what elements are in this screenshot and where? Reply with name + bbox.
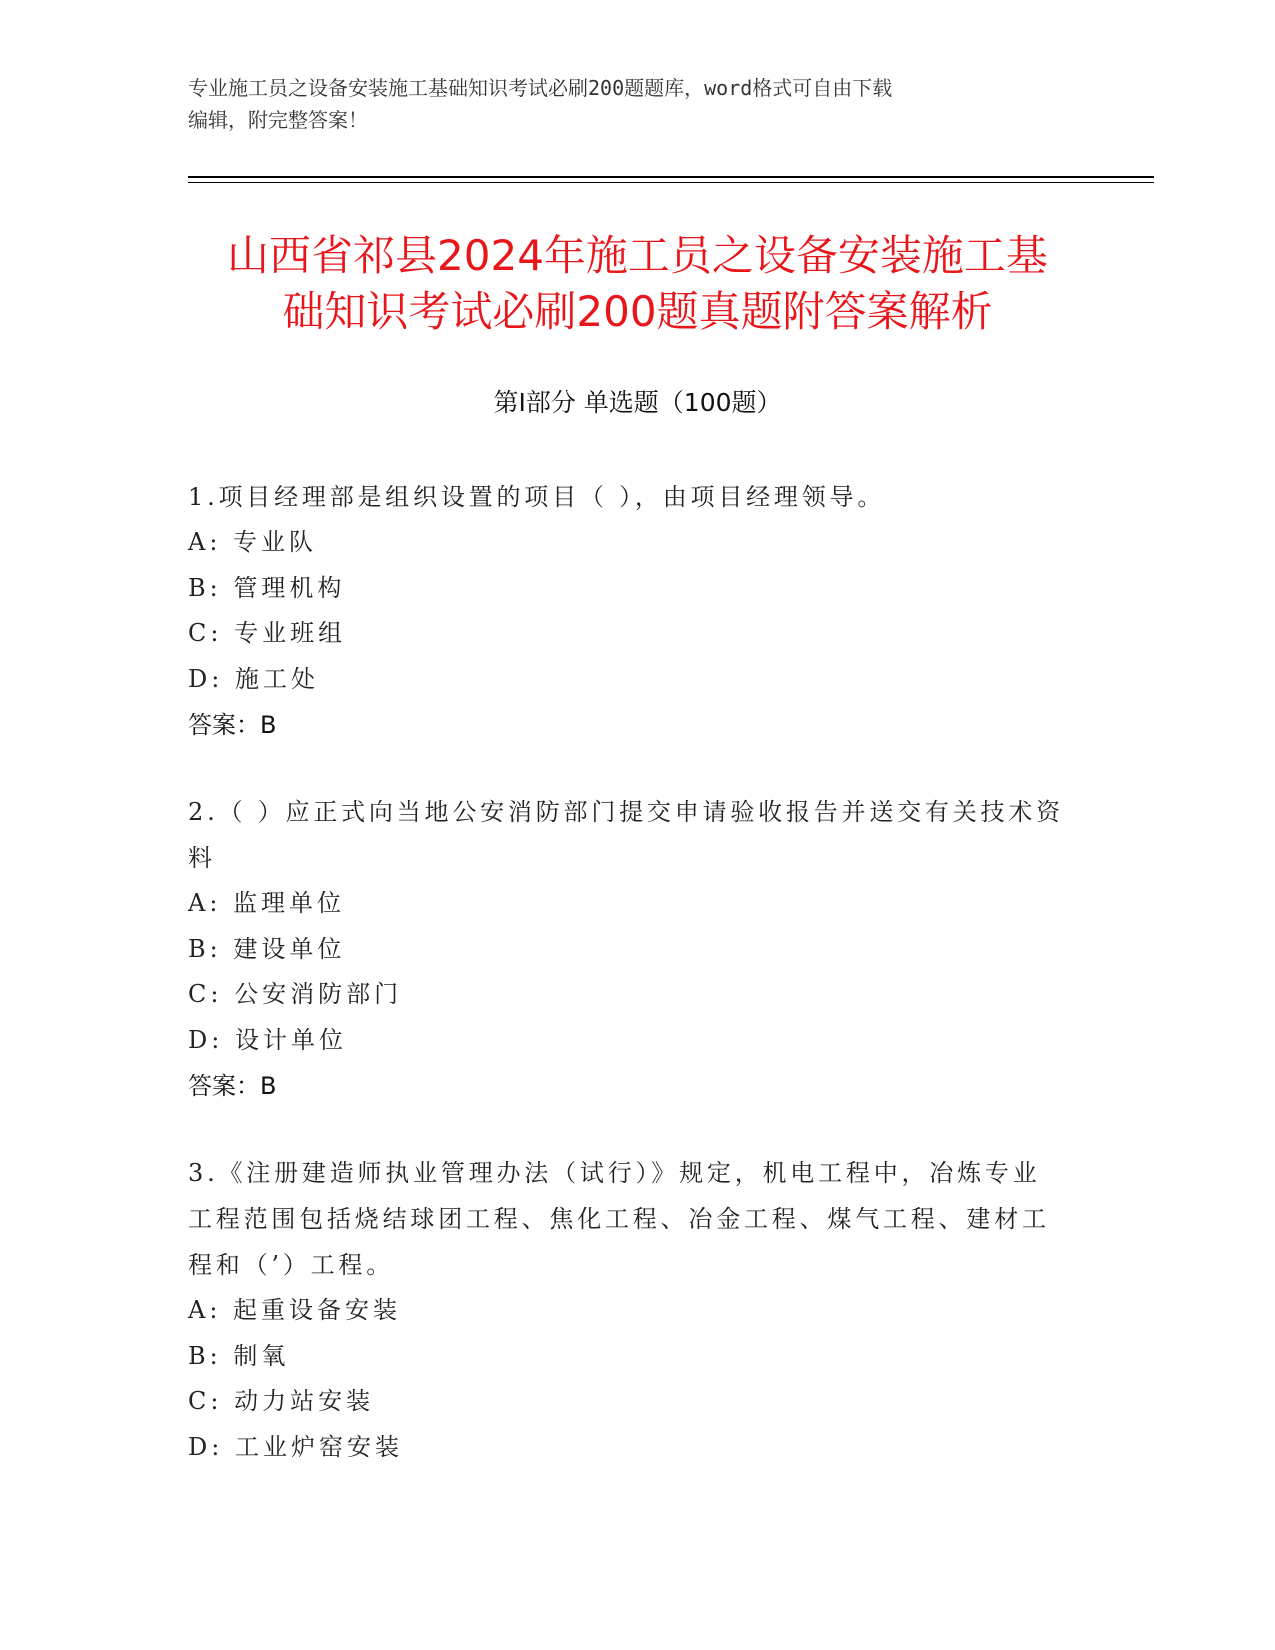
header-divider-thin <box>188 182 1154 183</box>
question-option-c: C: 动力站安装 <box>188 1387 375 1415</box>
question-option-b: B: 制氧 <box>188 1341 290 1370</box>
question-option-c: C: 公安消防部门 <box>188 980 403 1008</box>
question-option-a: A: 起重设备安装 <box>188 1296 402 1324</box>
question-option-d: D: 工业炉窑安装 <box>188 1432 403 1461</box>
question-option-b: B: 建设单位 <box>188 934 346 963</box>
question-item <box>188 474 1068 748</box>
question-answer: 答案：B <box>188 1072 277 1100</box>
question-list <box>188 474 1068 1511</box>
question-stem: 3.《注册建造师执业管理办法（试行）》规定，机电工程中，冶炼专业工程范围包括烧结球团工程、焦化工程、冶金工程、煤气工程、建材工程和（’）工程。 <box>188 1159 1050 1279</box>
document-title-line-1: 山西省祁县2024年施工员之设备安装施工基 <box>227 231 1048 280</box>
question-option-a: A: 监理单位 <box>188 889 346 917</box>
document-title <box>188 228 1087 340</box>
question-answer: 答案：B <box>188 711 277 739</box>
question-option-d: D: 设计单位 <box>188 1025 347 1054</box>
question-item <box>188 1150 1068 1470</box>
document-title-line-2: 础知识考试必刷200题真题附答案解析 <box>282 287 993 336</box>
header-note-line-1: 专业施工员之设备安装施工基础知识考试必刷200题题库，word格式可自由下载 <box>188 76 893 100</box>
question-stem: 2.（ ）应正式向当地公安消防部门提交申请验收报告并送交有关技术资料 <box>188 798 1064 872</box>
question-item <box>188 789 1068 1109</box>
document-header-note <box>188 72 1068 136</box>
question-stem: 1.项目经理部是组织设置的项目（ ），由项目经理领导。 <box>188 483 886 511</box>
question-option-b: B: 管理机构 <box>188 573 346 602</box>
question-option-d: D: 施工处 <box>188 664 319 693</box>
question-option-c: C: 专业班组 <box>188 619 347 647</box>
header-divider-thick <box>188 176 1154 178</box>
section-heading: 第Ⅰ部分 单选题（100题） <box>493 388 782 417</box>
question-option-a: A: 专业队 <box>188 528 318 556</box>
header-note-line-2: 编辑，附完整答案！ <box>188 108 368 132</box>
